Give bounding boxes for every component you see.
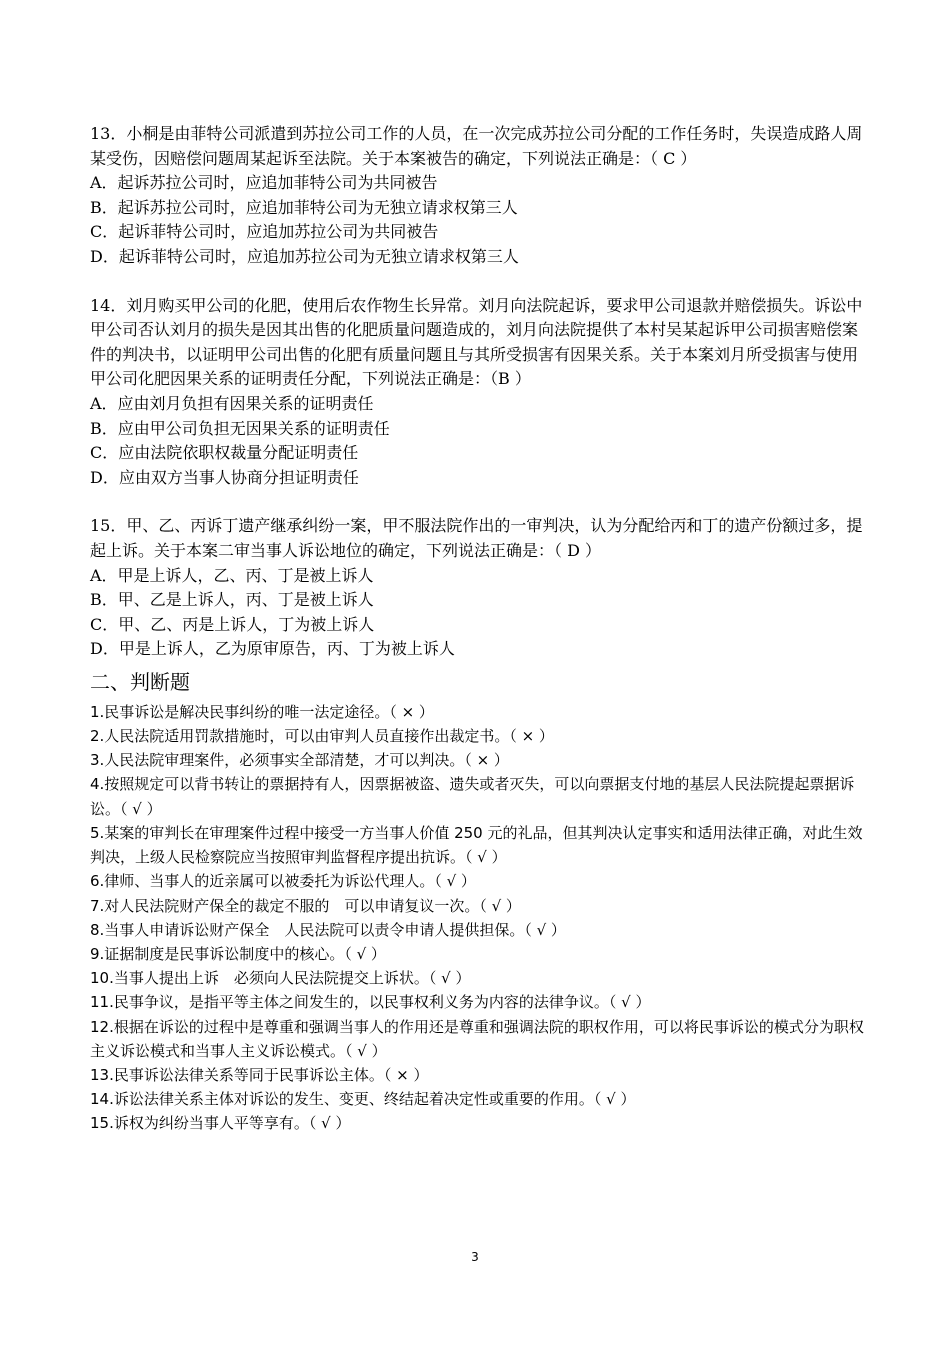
spacer	[90, 270, 865, 294]
spacer	[90, 490, 865, 514]
judgment-item: 12.根据在诉讼的过程中是尊重和强调当事人的作用还是尊重和强调法院的职权作用，可以将民事诉讼的模式分为职权主义诉讼模式和当事人主义诉讼模式。（ √ ）	[90, 1017, 864, 1060]
judgment-item: 10.当事人提出上诉 必须向人民法院提交上诉状。（ √ ）	[90, 969, 471, 988]
option-a: A．起诉苏拉公司时，应追加菲特公司为共同被告	[90, 173, 438, 193]
question-13	[90, 122, 865, 270]
judgment-item: 5.某案的审判长在审理案件过程中接受一方当事人价值 250 元的礼品，但其判决认定事实和适用法律正确，对此生效判决，上级人民检察院应当按照审判监督程序提出抗诉。（ √ ）	[90, 823, 863, 867]
question-stem: 14．刘月购买甲公司的化肥，使用后农作物生长异常。刘月向法院起诉，要求甲公司退款并赔偿损失。诉讼中甲公司否认刘月的损失是因其出售的化肥质量问题造成的，刘月向法院提供了本村吴某起诉甲公司损害赔偿案件的判决书，以证明甲公司出售的化肥有质量问题且与其所受损害有因果关系。关于本案刘月所受损害与使用甲公司化肥因果关系的证明责任分配，下列说法正确是：（B ）	[90, 295, 863, 389]
question-stem: 15．甲、乙、丙诉丁遗产继承纠纷一案，甲不服法院作出的一审判决，认为分配给丙和丁的遗产份额过多，提起上诉。关于本案二审当事人诉讼地位的确定，下列说法正确是：（ D ）	[90, 516, 863, 560]
judgment-item: 4.按照规定可以背书转让的票据持有人，因票据被盗、遗失或者灭失，可以向票据支付地的基层人民法院提起票据诉讼。（ √ ）	[90, 775, 855, 818]
judgment-item: 15.诉权为纠纷当事人平等享有。（ √ ）	[90, 1114, 351, 1133]
question-15	[90, 514, 865, 662]
question-stem: 13．小桐是由菲特公司派遣到苏拉公司工作的人员，在一次完成苏拉公司分配的工作任务时，失误造成路人周某受伤，因赔偿问题周某起诉至法院。关于本案被告的确定，下列说法正确是：（ C ）	[90, 124, 863, 168]
page-number: 3	[471, 1250, 479, 1264]
judgment-item: 7.对人民法院财产保全的裁定不服的 可以申请复议一次。（ √ ）	[90, 896, 521, 915]
option-a: A．应由刘月负担有因果关系的证明责任	[90, 393, 374, 413]
option-d: D．起诉菲特公司时，应追加苏拉公司为无独立请求权第三人	[90, 246, 519, 266]
option-c: C．起诉菲特公司时，应追加苏拉公司为共同被告	[90, 222, 439, 242]
option-b: B．应由甲公司负担无因果关系的证明责任	[90, 418, 390, 438]
option-d: D．应由双方当事人协商分担证明责任	[90, 467, 359, 487]
judgment-item: 13.民事诉讼法律关系等同于民事诉讼主体。（ × ）	[90, 1065, 429, 1084]
question-14	[90, 294, 865, 491]
option-c: C．甲、乙、丙是上诉人，丁为被上诉人	[90, 614, 375, 634]
option-b: B．甲、乙是上诉人，丙、丁是被上诉人	[90, 590, 374, 610]
document-page	[90, 122, 865, 1136]
judgment-item: 8.当事人申请诉讼财产保全 人民法院可以责令申请人提供担保。（ √ ）	[90, 920, 566, 939]
judgment-list	[90, 700, 865, 1136]
judgment-item: 14.诉讼法律关系主体对诉讼的发生、变更、终结起着决定性或重要的作用。（ √ ）	[90, 1090, 636, 1109]
judgment-item: 3.人民法院审理案件，必须事实全部清楚，才可以判决。（ × ）	[90, 751, 509, 770]
option-d: D．甲是上诉人，乙为原审原告，丙、丁为被上诉人	[90, 639, 455, 659]
section-title: 二、判断题	[90, 669, 190, 694]
option-c: C．应由法院依职权裁量分配证明责任	[90, 443, 359, 463]
judgment-item: 1.民事诉讼是解决民事纠纷的唯一法定途径。（ × ）	[90, 702, 434, 721]
judgment-item: 2.人民法院适用罚款措施时，可以由审判人员直接作出裁定书。（ × ）	[90, 727, 554, 746]
option-b: B．起诉苏拉公司时，应追加菲特公司为无独立请求权第三人	[90, 197, 518, 217]
option-a: A．甲是上诉人，乙、丙、丁是被上诉人	[90, 565, 374, 585]
judgment-item: 9.证据制度是民事诉讼制度中的核心。（ √ ）	[90, 944, 386, 963]
judgment-item: 11.民事争议，是指平等主体之间发生的，以民事权利义务为内容的法律争议。（ √ ）	[90, 993, 651, 1012]
judgment-item: 6.律师、当事人的近亲属可以被委托为诉讼代理人。（ √ ）	[90, 872, 476, 891]
